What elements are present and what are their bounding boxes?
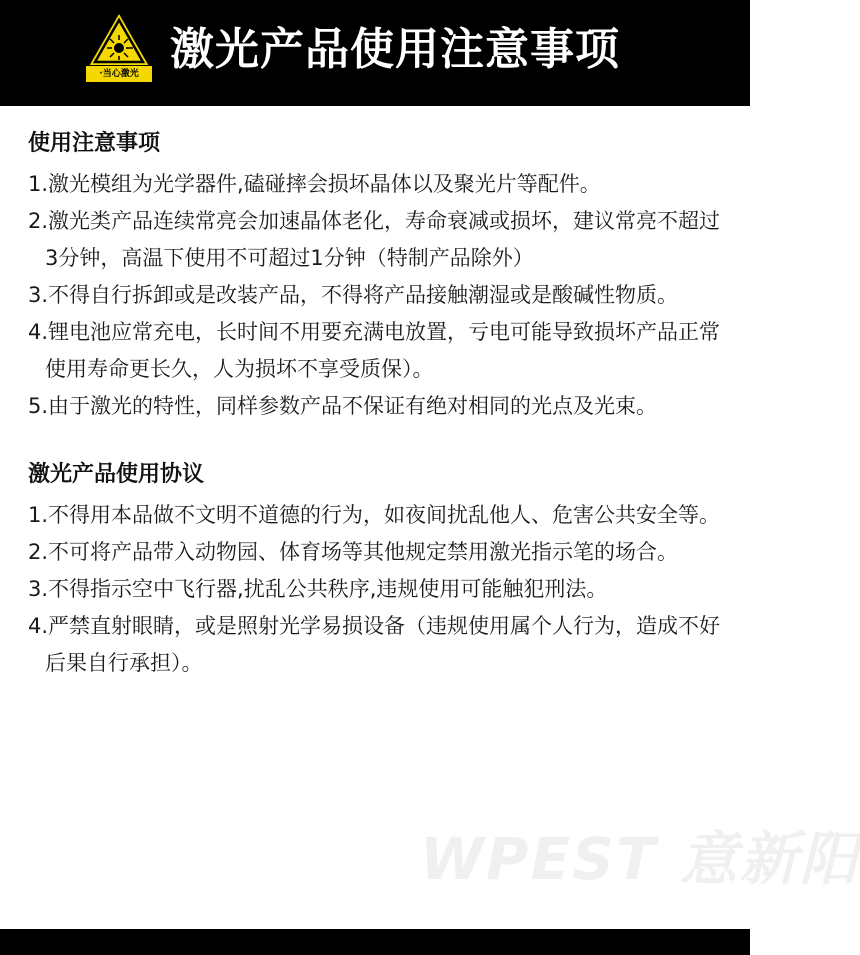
precaution-item: 1.激光模组为光学器件,磕碰摔会损坏晶体以及聚光片等配件。	[28, 172, 601, 196]
page-title: 激光产品使用注意事项	[170, 24, 620, 75]
section-title-agreement: 激光产品使用协议	[28, 462, 205, 487]
agreement-item: 2.不可将产品带入动物园、体育场等其他规定禁用激光指示笔的场合。	[28, 540, 679, 564]
precaution-item: 3.不得自行拆卸或是改装产品，不得将产品接触潮湿或是酸碱性物质。	[28, 283, 679, 307]
precaution-item: 2.激光类产品连续常亮会加速晶体老化，寿命衰减或损坏，建议常亮不超过3分钟，高温下使用不可超过1分钟（特制产品除外）	[28, 209, 721, 270]
agreement-item: 1.不得用本品做不文明不道德的行为，如夜间扰乱他人、危害公共安全等。	[28, 503, 721, 527]
section-spacer	[28, 425, 733, 459]
agreement-item: 4.严禁直射眼睛，或是照射光学易损设备（违规使用属个人行为，造成不好后果自行承担）。	[28, 614, 721, 675]
precaution-item: 4.锂电池应常充电，长时间不用要充满电放置，亏电可能导致损坏产品正常使用寿命更长久，人为损坏不享受质保）。	[28, 320, 721, 381]
brand-watermark: WPEST 意新阳	[420, 825, 860, 893]
section-title-precautions: 使用注意事项	[28, 131, 161, 156]
warning-caption: ·当心激光	[86, 66, 152, 82]
precaution-item: 5.由于激光的特性，同样参数产品不保证有绝对相同的光点及光束。	[28, 394, 658, 418]
agreement-item: 3.不得指示空中飞行器,扰乱公共秩序,违规使用可能触犯刑法。	[28, 577, 608, 601]
header-banner	[0, 0, 750, 106]
content-body	[28, 128, 733, 682]
footer-bar	[0, 929, 750, 955]
